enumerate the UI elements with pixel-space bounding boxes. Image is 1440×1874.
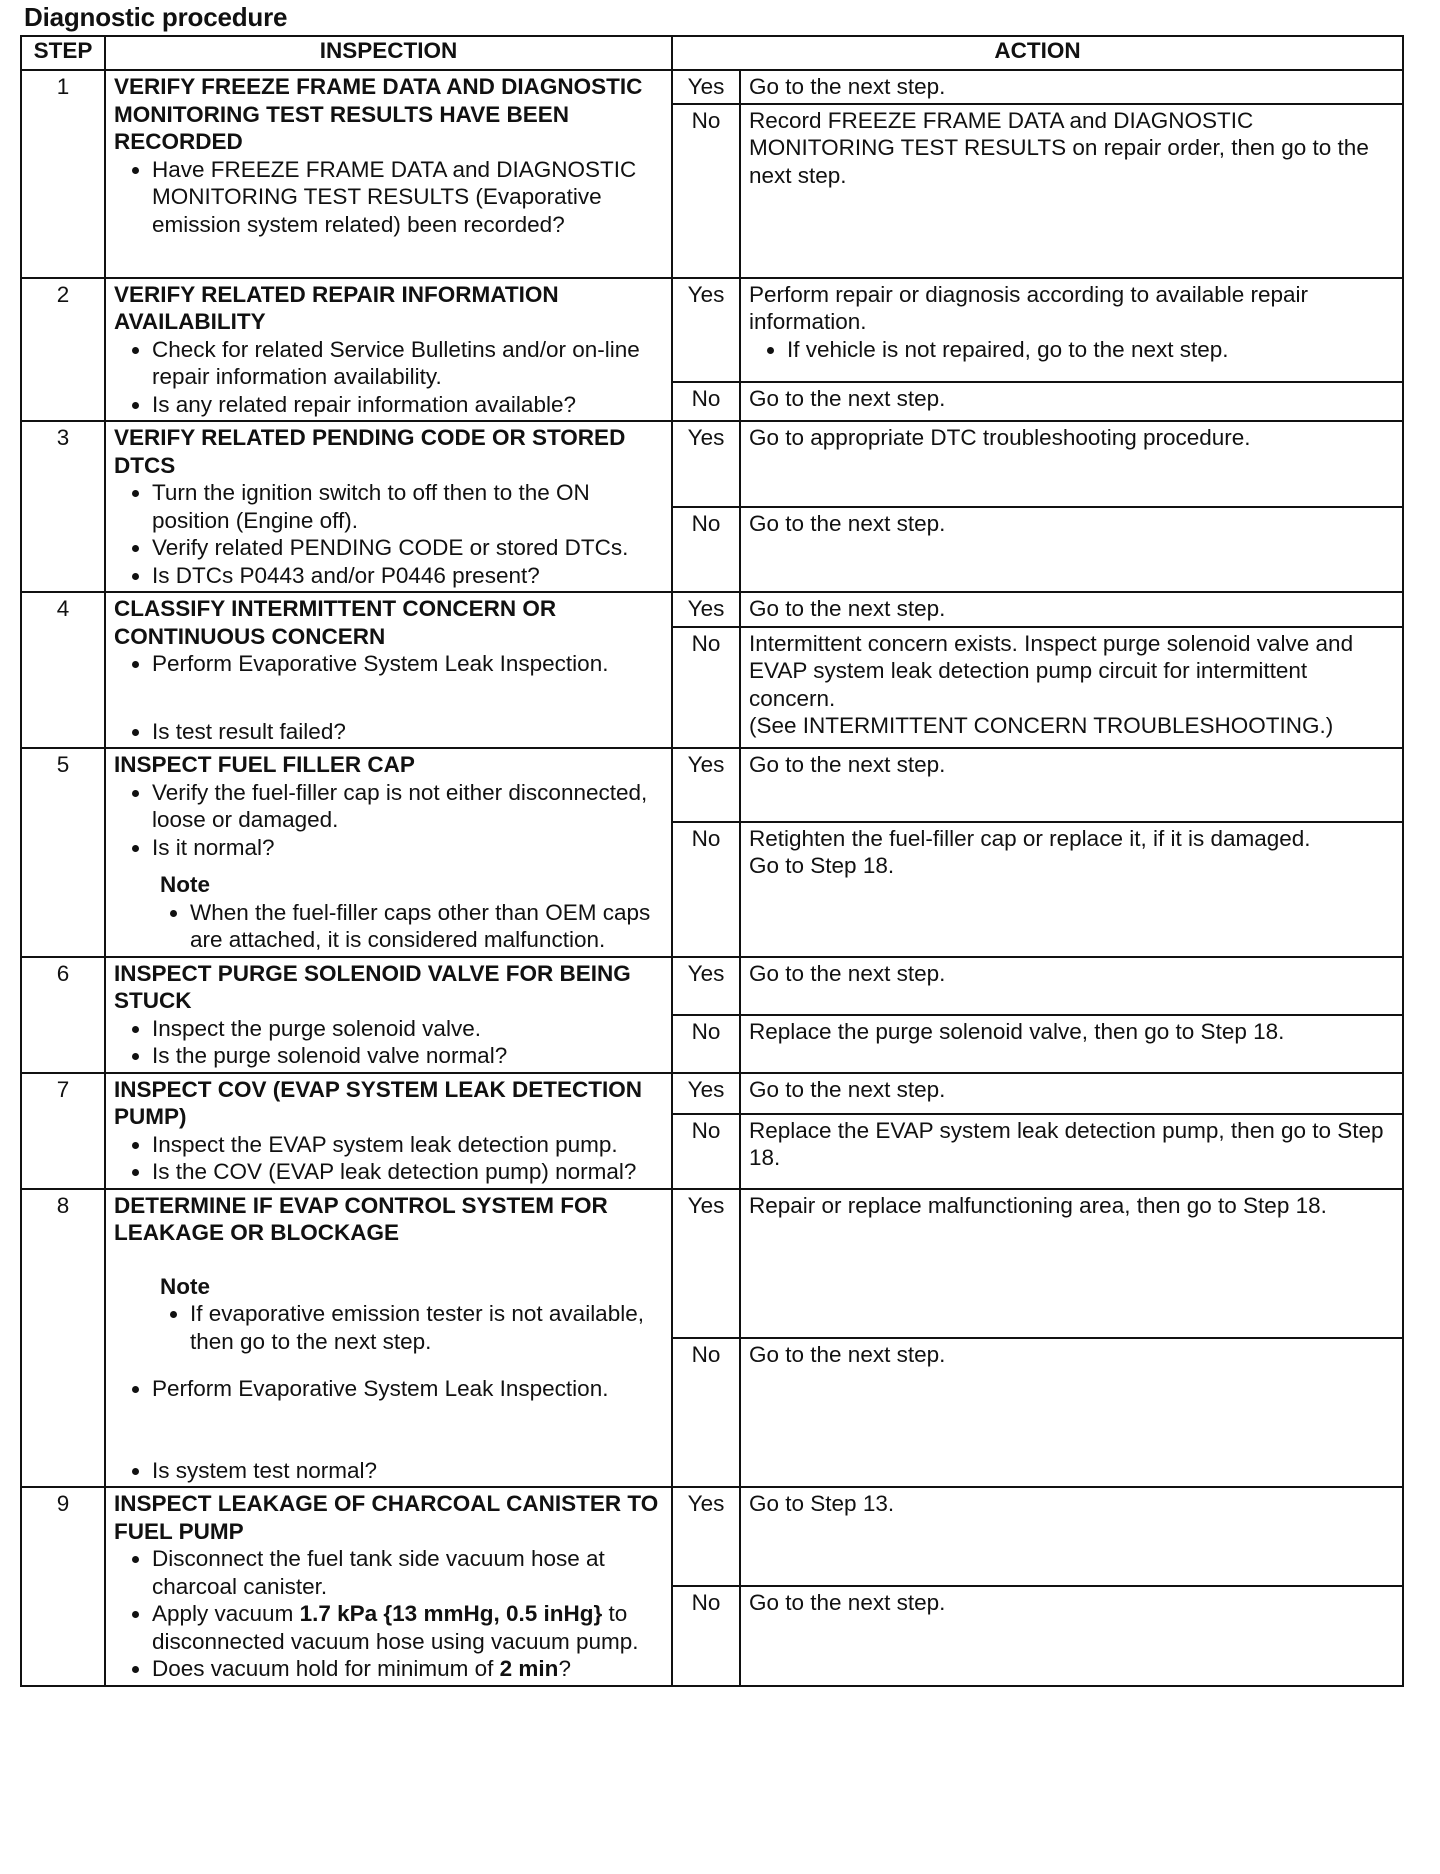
step-1-row	[21, 70, 1403, 104]
yes-action: Go to Step 13.	[740, 1487, 1403, 1586]
inspection-bullet: • Is any related repair information available?	[152, 391, 663, 419]
no-action-goto: Go to Step 18.	[749, 853, 895, 879]
inspection-bullet: • Perform Evaporative System Leak Inspection.	[152, 650, 663, 678]
table-header-row	[21, 36, 1403, 70]
yes-action: Go to the next step.	[740, 70, 1403, 104]
header-inspection: INSPECTION	[105, 36, 672, 70]
inspection-bullet: • Is it normal?	[152, 834, 663, 862]
no-action-text: Retighten the fuel-filler cap or replace it, if it is damaged.	[749, 825, 1311, 851]
step-inspection	[105, 592, 672, 748]
yes-label: Yes	[672, 1487, 740, 1586]
inspection-bullet: • Is the purge solenoid valve normal?	[152, 1042, 663, 1070]
yes-label: Yes	[672, 421, 740, 507]
inspection-bullet: • Is system test normal?	[152, 1457, 663, 1485]
yes-action: Go to the next step.	[740, 592, 1403, 627]
step-inspection	[105, 421, 672, 592]
step-number: 3	[21, 421, 105, 592]
note-bullet: • If evaporative emission tester is not available, then go to the next step.	[190, 1300, 663, 1355]
step-8-row	[21, 1189, 1403, 1338]
step-number: 6	[21, 957, 105, 1073]
inspection-bullet: • Is test result failed?	[152, 718, 663, 746]
yes-action	[740, 278, 1403, 382]
note-title: Note	[160, 1273, 210, 1299]
yes-action: Go to the next step.	[740, 957, 1403, 1015]
inspection-bullet: • Check for related Service Bulletins and/or on-line repair information availability.	[152, 336, 663, 391]
step-title: VERIFY RELATED PENDING CODE OR STORED DTCS	[114, 425, 626, 478]
bullet-text: Does vacuum hold for minimum of	[152, 1656, 494, 1681]
no-label: No	[672, 1015, 740, 1073]
step-number: 2	[21, 278, 105, 422]
no-action-reference: (See INTERMITTENT CONCERN TROUBLESHOOTING.)	[749, 713, 1334, 739]
inspection-bullet: • Have FREEZE FRAME DATA and DIAGNOSTIC MONITORING TEST RESULTS (Evaporative emission system related) been recorded?	[152, 156, 663, 239]
bullet-text: Apply vacuum	[152, 1601, 294, 1626]
step-inspection	[105, 957, 672, 1073]
yes-label: Yes	[672, 70, 740, 104]
page-title: Diagnostic procedure	[24, 2, 288, 32]
step-number: 7	[21, 1073, 105, 1189]
step-title: VERIFY RELATED REPAIR INFORMATION AVAILABILITY	[114, 281, 559, 334]
step-number: 8	[21, 1189, 105, 1488]
inspection-bullet: • Perform Evaporative System Leak Inspection.	[152, 1375, 663, 1403]
yes-action: Go to appropriate DTC troubleshooting procedure.	[740, 421, 1403, 507]
vacuum-value: 1.7 kPa {13 mmHg, 0.5 inHg}	[299, 1601, 603, 1626]
step-inspection	[105, 70, 672, 278]
yes-label: Yes	[672, 592, 740, 627]
action-bullet: • If vehicle is not repaired, go to the next step.	[787, 336, 1394, 364]
note-block	[160, 1273, 663, 1356]
step-inspection	[105, 748, 672, 957]
no-action: Go to the next step.	[740, 382, 1403, 421]
no-action-text: Intermittent concern exists. Inspect purge solenoid valve and EVAP system leak detection pump circuit for intermittent concern.	[749, 630, 1354, 711]
inspection-bullet	[152, 1655, 663, 1683]
note-title: Note	[160, 872, 210, 897]
step-4-row	[21, 592, 1403, 627]
inspection-bullet: • Verify related PENDING CODE or stored DTCs.	[152, 534, 663, 562]
inspection-bullet: • Inspect the purge solenoid valve.	[152, 1015, 663, 1043]
inspection-bullet: • Verify the fuel-filler cap is not either disconnected, loose or damaged.	[152, 779, 663, 834]
step-title: INSPECT LEAKAGE OF CHARCOAL CANISTER TO FUEL PUMP	[114, 1491, 659, 1544]
step-number: 1	[21, 70, 105, 278]
step-7-row	[21, 1073, 1403, 1114]
step-inspection	[105, 1487, 672, 1686]
no-label: No	[672, 1114, 740, 1189]
yes-action-text: Perform repair or diagnosis according to available repair information.	[749, 281, 1309, 334]
bullet-text: to disconnected vacuum hose using vacuum pump.	[152, 1601, 639, 1654]
no-action	[740, 822, 1403, 957]
no-label: No	[672, 1586, 740, 1685]
step-title: INSPECT PURGE SOLENOID VALVE FOR BEING STUCK	[114, 960, 631, 1013]
yes-action: Go to the next step.	[740, 1073, 1403, 1114]
step-number: 4	[21, 592, 105, 748]
step-number: 5	[21, 748, 105, 957]
no-action: Go to the next step.	[740, 1338, 1403, 1487]
inspection-bullet: • Is DTCs P0443 and/or P0446 present?	[152, 562, 663, 590]
step-inspection	[105, 1189, 672, 1488]
yes-label: Yes	[672, 1073, 740, 1114]
inspection-bullet: • Turn the ignition switch to off then to the ON position (Engine off).	[152, 479, 663, 534]
header-action: ACTION	[672, 36, 1403, 70]
step-title: DETERMINE IF EVAP CONTROL SYSTEM FOR LEAKAGE OR BLOCKAGE	[114, 1192, 608, 1245]
no-action: Go to the next step.	[740, 507, 1403, 593]
step-number: 9	[21, 1487, 105, 1686]
step-title: INSPECT FUEL FILLER CAP	[114, 752, 415, 777]
note-block	[160, 871, 663, 954]
no-label: No	[672, 1338, 740, 1487]
no-action: Record FREEZE FRAME DATA and DIAGNOSTIC MONITORING TEST RESULTS on repair order, then go to the next step.	[740, 104, 1403, 278]
header-step: STEP	[21, 36, 105, 70]
step-title: CLASSIFY INTERMITTENT CONCERN OR CONTINUOUS CONCERN	[114, 596, 557, 649]
no-action: Go to the next step.	[740, 1586, 1403, 1685]
bullet-text: ?	[558, 1656, 571, 1681]
note-bullet: • When the fuel-filler caps other than OEM caps are attached, it is considered malfunction.	[190, 899, 663, 954]
inspection-bullet: • Is the COV (EVAP leak detection pump) normal?	[152, 1158, 663, 1186]
no-label: No	[672, 382, 740, 421]
yes-label: Yes	[672, 957, 740, 1015]
inspection-bullet: • Inspect the EVAP system leak detection pump.	[152, 1131, 663, 1159]
yes-action: Repair or replace malfunctioning area, then go to Step 18.	[740, 1189, 1403, 1338]
step-9-row	[21, 1487, 1403, 1586]
step-inspection	[105, 1073, 672, 1189]
step-title: INSPECT COV (EVAP SYSTEM LEAK DETECTION PUMP)	[114, 1076, 642, 1129]
no-action: Replace the EVAP system leak detection pump, then go to Step 18.	[740, 1114, 1403, 1189]
no-label: No	[672, 507, 740, 593]
no-action	[740, 627, 1403, 748]
no-label: No	[672, 627, 740, 748]
diagnostic-table	[20, 35, 1404, 1687]
step-5-row	[21, 748, 1403, 822]
yes-action: Go to the next step.	[740, 748, 1403, 822]
step-inspection	[105, 278, 672, 422]
step-3-row	[21, 421, 1403, 507]
yes-label: Yes	[672, 278, 740, 382]
no-action: Replace the purge solenoid valve, then go to Step 18.	[740, 1015, 1403, 1073]
inspection-bullet: • Disconnect the fuel tank side vacuum hose at charcoal canister.	[152, 1545, 663, 1600]
step-6-row	[21, 957, 1403, 1015]
yes-label: Yes	[672, 1189, 740, 1338]
step-2-row	[21, 278, 1403, 382]
hold-time-value: 2 min	[499, 1656, 559, 1681]
step-title: VERIFY FREEZE FRAME DATA AND DIAGNOSTIC MONITORING TEST RESULTS HAVE BEEN RECORDED	[114, 74, 643, 154]
no-label: No	[672, 822, 740, 957]
no-label: No	[672, 104, 740, 278]
yes-label: Yes	[672, 748, 740, 822]
inspection-bullet	[152, 1600, 663, 1655]
